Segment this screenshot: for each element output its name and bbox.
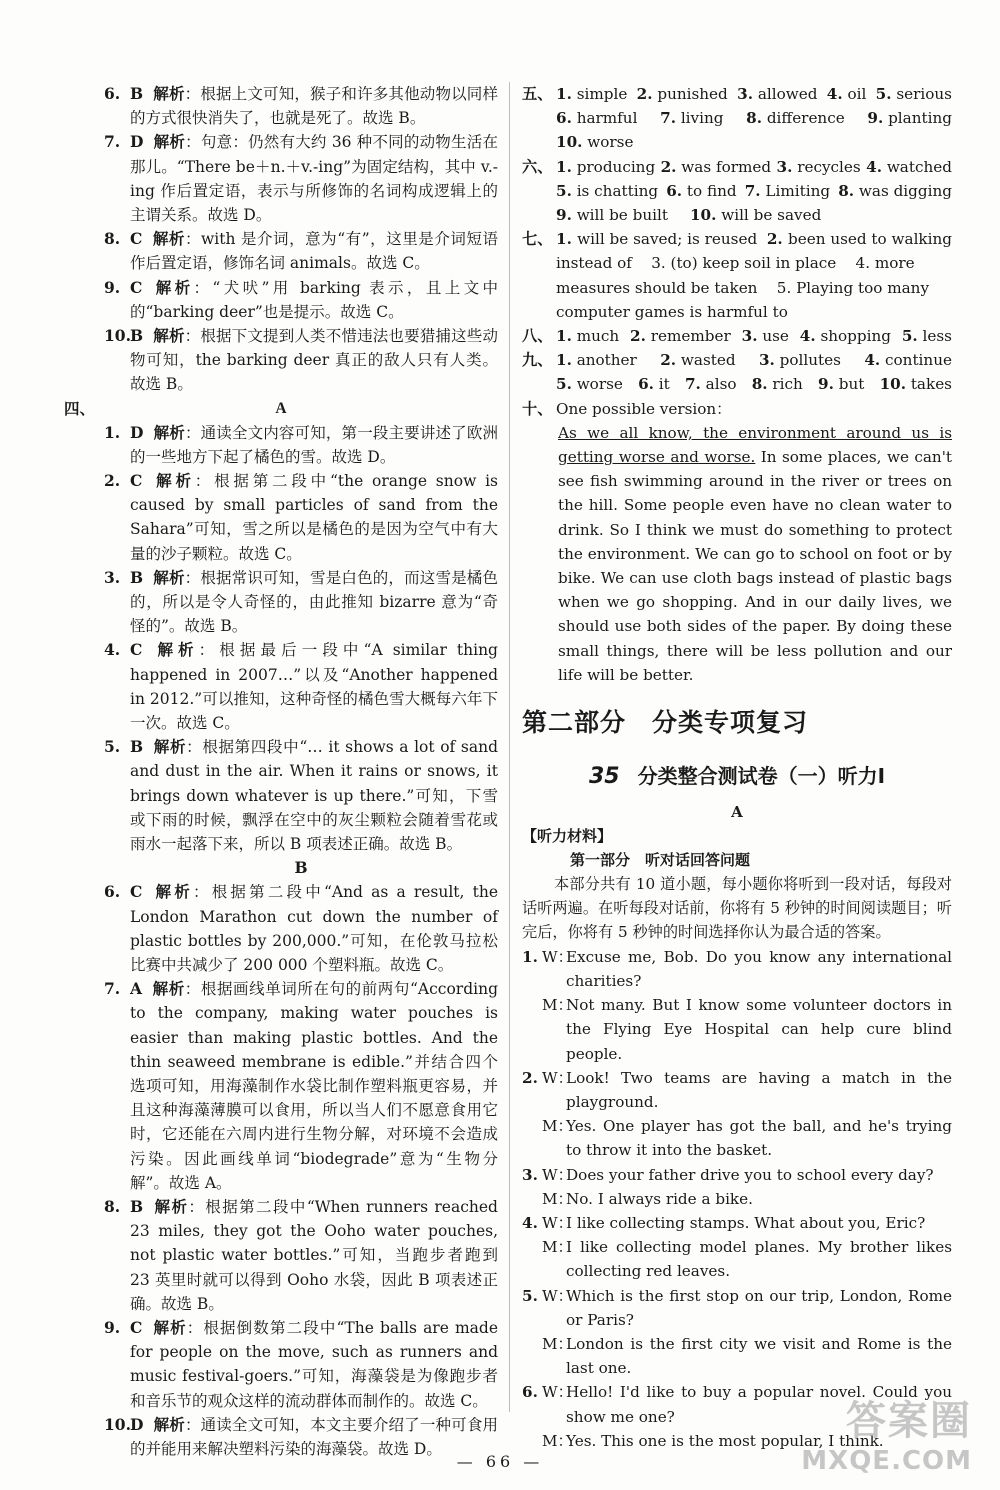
watermark-url: MXQE.COM [801, 1446, 972, 1476]
explanation-label: 解析 [152, 979, 185, 999]
s7-continued [556, 251, 952, 324]
answer-word: also [705, 375, 737, 394]
answer-cell [556, 82, 627, 106]
speaker: M： [542, 1238, 573, 1257]
answer-number: 5. [901, 327, 918, 346]
speaker: W： [542, 1068, 573, 1087]
answer-number: 8. [751, 375, 768, 394]
explanation-label: 解析 [152, 277, 194, 297]
answer-number: 7. [684, 375, 701, 394]
s7-answer-2: been used to walking [788, 230, 952, 249]
answer-item [64, 977, 498, 1195]
answer-item [64, 566, 498, 639]
s9-label: 九、 [522, 351, 553, 370]
section-5 [522, 82, 952, 155]
answer-row [556, 179, 952, 203]
answer-word: rich [772, 375, 803, 394]
item-number: 3. [104, 567, 121, 587]
column-divider [509, 82, 510, 1412]
dialog-line [522, 993, 952, 1066]
answer-cell [556, 179, 658, 203]
answer-number: 10. [879, 375, 906, 394]
essay-lead-sentence: As we all know, the environment around us is getting worse and worse. [558, 423, 952, 467]
explanation-label: 解析 [153, 1414, 185, 1434]
answer-word: recycles [797, 157, 861, 176]
answer-number: 10. [556, 133, 583, 152]
explanation-text: ：通读全文可知，本文主要介绍了一种可食用的并能用来解决塑料污染的海藻袋。故选 D。 [130, 1415, 498, 1458]
answer-number: 10. [689, 206, 717, 225]
dialog-line [522, 1066, 952, 1114]
answer-word: allowed [757, 85, 818, 103]
answer-item [64, 1316, 498, 1413]
speaker: M： [542, 1431, 573, 1450]
item-answer: B [130, 84, 144, 103]
dialog-number: 5. [522, 1286, 538, 1305]
explanation-label: 解析 [153, 1196, 189, 1216]
item-number: 6. [104, 84, 121, 103]
explanation-label: 解析 [152, 229, 185, 249]
item-number: 8. [104, 229, 121, 249]
answer-word: harmful [576, 109, 638, 128]
explanation-text: ：with 是介词，意为“有”，这里是介词短语作后置定语，修饰名词 animals。故选 C。 [130, 230, 498, 273]
explanation-label: 解析 [153, 84, 185, 103]
answer-cell [630, 324, 731, 348]
explanation-label: 解析 [152, 882, 193, 902]
s7-line: measures should be taken 5. Playing too many [556, 278, 930, 297]
dialog-line [522, 1284, 952, 1332]
s7-line: computer games is harmful to [556, 302, 788, 321]
answer-word: producing [576, 157, 656, 176]
answer-cell [876, 82, 952, 106]
answer-word: pollutes [779, 351, 841, 370]
passage-a-label: A [275, 399, 287, 417]
answer-cell [838, 179, 952, 203]
dialog-number: 6. [522, 1383, 538, 1402]
dialog-list [522, 945, 952, 1453]
utterance: Not many. But I know some volunteer doctors in the Flying Eye Hospital can help cure blind people. [566, 996, 952, 1063]
answer-item [64, 227, 498, 275]
section-7-label: 七、 [522, 230, 553, 249]
part-title: 第二部分 分类专项复习 [522, 708, 809, 738]
item-number: 7. [104, 979, 121, 999]
watermark [801, 1389, 972, 1476]
item-answer: C [130, 229, 143, 249]
answer-item [64, 880, 498, 977]
answer-word: Limiting [765, 181, 831, 200]
answer-word: worse [576, 375, 623, 394]
item-number: 1. [104, 422, 121, 442]
dialog-line [522, 1187, 952, 1211]
answer-word: planting [888, 109, 952, 128]
explanation-label: 解析 [153, 737, 187, 757]
item-answer: D [130, 132, 144, 152]
explanation-label: 解析 [152, 640, 199, 660]
answer-word: it [658, 375, 670, 394]
answer-number: 1. [556, 157, 572, 176]
answer-cell [777, 155, 861, 179]
answer-item [64, 276, 498, 324]
answer-cell [880, 372, 952, 396]
answer-cell [556, 155, 655, 179]
answer-number: 2. [660, 157, 677, 176]
s8-block [522, 324, 952, 348]
answer-cell [556, 130, 633, 154]
answer-number: 3. [741, 327, 758, 346]
utterance: Yes. This one is the most popular, I think. [566, 1431, 884, 1450]
answer-row [556, 324, 952, 348]
explanation-text: ：根据常识可知，雪是白色的，而这雪是橘色的，所以是令人奇怪的，由此推知 bizarre 意为“奇怪的”。故选 B。 [130, 568, 498, 636]
answer-number: 1. [556, 327, 572, 346]
page-number: — 66 — [456, 1452, 544, 1471]
explanation-text: ：根据倒数第二段中“The balls are made for people on the move, such as runners and music festival-goers.”可知，海藻袋是为像跑步者和音乐节的观众这样的流动群体而制作的。故选 C。 [130, 1318, 498, 1410]
answer-item [64, 421, 498, 469]
answer-word: much [576, 327, 620, 346]
answer-number: 8. [746, 109, 762, 128]
item-answer: B [130, 326, 144, 346]
passage-a-answers [64, 421, 498, 857]
answer-word: serious [896, 85, 952, 103]
answer-row [556, 203, 952, 227]
answer-number: 9. [556, 206, 572, 225]
answer-word: oil [847, 85, 867, 103]
s7-answer-1: will be saved; is reused [577, 230, 758, 249]
test-number-badge: 35 [588, 764, 620, 790]
answer-number: 2. [636, 85, 653, 103]
item-answer: A [130, 979, 143, 999]
explanation-label: 解析 [153, 132, 186, 152]
answer-number: 8. [838, 181, 855, 200]
answer-number: 5. [875, 85, 892, 103]
s7-line: instead of 3. (to) keep soil in place 4. more [556, 254, 915, 273]
answer-row [556, 348, 952, 372]
speaker: W： [542, 1286, 573, 1305]
answer-number: 7. [660, 109, 676, 128]
item-number: 4. [104, 640, 121, 660]
explanation-text: ：“犬吠”用 barking 表示，且上文中的“barking deer”也是提示。故选 C。 [130, 278, 498, 321]
utterance: Hello! I'd like to buy a popular novel. Could you show me one? [566, 1383, 952, 1426]
listening-material-tag: 【听力材料】 [522, 827, 613, 846]
answer-item [64, 130, 498, 227]
answer-word: simple [576, 85, 628, 103]
item-answer: D [130, 1414, 144, 1434]
explanation-text: ：通读全文内容可知，第一段主要讲述了欧洲的一些地方下起了橘色的雪。故选 D。 [130, 423, 498, 466]
utterance: No. I always ride a bike. [566, 1189, 753, 1208]
answer-word: was digging [858, 181, 952, 200]
section-4-label: 四、 [64, 398, 96, 418]
answer-cell [742, 324, 789, 348]
answer-number: 5. [556, 181, 572, 200]
item-number: 7. [104, 132, 121, 152]
explanation-text: ：根据最后一段中“A similar thing happened in 2007…”以及“Another happened in 2012.”可以推知，这种奇怪的橘色雪大概每六年下一次。故选 C。 [130, 641, 498, 733]
answer-cell [746, 106, 845, 130]
answer-word: but [838, 375, 865, 394]
item-answer: C [130, 277, 143, 297]
answer-cell [827, 82, 867, 106]
test-title-text: 分类整合测试卷（一）听力Ⅰ [637, 764, 886, 789]
speaker: M： [542, 1189, 573, 1208]
explanation-text: ：根据画线单词所在句的前两句“According to the company, making water pouches is easier than making plastic bottles. And the thin seaweed membrane is edible.”并结合四个选项可知，用海藻制作水袋比制作塑料瓶更容易，并且这种海藻薄膜可以食用，所以当人们不愿意食用它时，它还能在六周内进行生物分解，对环境不会造成污染。因此画线单词“biodegrade”意为“生物分解”。故选 A。 [130, 980, 498, 1192]
answer-word: will be saved [721, 206, 822, 225]
answer-word: worse [587, 133, 634, 152]
answer-word: wasted [680, 351, 736, 370]
section-10-label: 十、 [522, 399, 553, 418]
utterance: I like collecting model planes. My brother likes collecting red leaves. [566, 1238, 952, 1281]
s6-label: 六、 [522, 157, 553, 176]
watermark-logo-text: 答案圈 [846, 1398, 972, 1444]
item-answer: B [130, 737, 144, 757]
answer-item [64, 324, 498, 397]
answer-cell [661, 155, 772, 179]
utterance: Excuse me, Bob. Do you know any international charities? [566, 947, 952, 990]
answer-cell [759, 348, 841, 372]
dialog-line [522, 1114, 952, 1162]
answer-word: takes [910, 375, 952, 394]
s9-block [522, 348, 952, 396]
answer-cell [556, 348, 637, 372]
answer-number: 4. [826, 85, 843, 103]
answer-row [556, 82, 952, 106]
item-number: 10. [104, 1414, 131, 1434]
item-answer: B [130, 1196, 144, 1216]
answer-row [556, 372, 952, 396]
answer-cell [866, 155, 952, 179]
dialog-line [522, 1163, 952, 1187]
right-column [522, 82, 952, 1453]
answer-number: 5. [556, 375, 572, 394]
dialog-number: 1. [522, 947, 538, 966]
part-one-heading: 第一部分 听对话回答问题 [570, 851, 751, 870]
item-answer: C [130, 640, 143, 660]
utterance: Does your father drive you to school every day? [566, 1165, 934, 1184]
answer-word: shopping [820, 327, 891, 346]
answer-cell [745, 179, 830, 203]
explanation-text: ：根据上文可知，猴子和许多其他动物以同样的方式很快消失了，也就是死了。故选 B。 [130, 85, 498, 128]
speaker: M： [542, 996, 573, 1015]
answer-number: 6. [666, 181, 683, 200]
explanation-text: ：句意：仍然有大约 36 种不同的动物生活在那儿。“There be＋n.＋v.-ing”为固定结构，其中 v.-ing 作后置定语，表示与所修饰的名词构成逻辑上的主谓关系。故选 D。 [130, 133, 498, 225]
section-7: 七、 1. will be saved; is reused 2. been used to walking instead of 3. (to) keep soil in place 4. more measures should be taken 5. Playing too many computer games is harmful to [522, 227, 952, 324]
utterance: Which is the first stop on our trip, London, Rome or Paris? [566, 1286, 952, 1329]
dialog-number: 2. [522, 1068, 538, 1087]
s5-label: 五、 [522, 85, 553, 103]
speaker: M： [542, 1117, 573, 1136]
answer-row [556, 155, 952, 179]
item-number: 9. [104, 1317, 121, 1337]
answer-item [64, 469, 498, 566]
answer-item [64, 638, 498, 735]
answer-item [64, 82, 498, 130]
utterance: I like collecting stamps. What about you, Eric? [566, 1213, 926, 1232]
dialog-line [522, 1211, 952, 1235]
section-9 [522, 348, 952, 396]
answer-cell [666, 179, 736, 203]
answer-word: living [680, 109, 724, 128]
speaker: W： [542, 1165, 573, 1184]
answer-word: remember [650, 327, 731, 346]
answer-number: 6. [556, 109, 572, 128]
s6-block [522, 155, 952, 228]
answer-cell [800, 324, 891, 348]
item-number: 8. [104, 1196, 121, 1216]
sample-essay [522, 421, 952, 687]
answer-number: 9. [867, 109, 884, 128]
dialog-number: 3. [522, 1165, 538, 1184]
answer-number: 9. [818, 375, 834, 394]
dialog-line [522, 1235, 952, 1283]
answer-word: less [922, 327, 952, 346]
answer-number: 3. [758, 351, 775, 370]
answer-cell [556, 324, 619, 348]
answer-number: 4. [799, 327, 816, 346]
dialog-line [522, 1332, 952, 1380]
item-answer: D [130, 422, 144, 442]
item-number: 2. [104, 471, 121, 491]
answer-row [556, 106, 952, 130]
passage-b-answers [64, 880, 498, 1461]
item-number: 5. [104, 737, 121, 757]
answer-cell [637, 82, 728, 106]
section-10 [522, 397, 952, 421]
answer-cell [660, 106, 723, 130]
item-answer: C [130, 1317, 143, 1337]
item-number: 9. [104, 277, 121, 297]
section-a-label: A [731, 803, 743, 822]
answer-row [556, 130, 952, 154]
item-answer: C [130, 882, 143, 902]
answer-number: 3. [776, 157, 793, 176]
item-answer: C [130, 471, 143, 491]
explanation-label: 解析 [153, 326, 185, 346]
answer-cell [556, 203, 668, 227]
answer-word: punished [657, 85, 728, 103]
section-6 [522, 155, 952, 228]
answer-word: difference [766, 109, 845, 128]
answer-number: 2. [630, 327, 646, 346]
item-answer: B [130, 567, 144, 587]
answer-cell [690, 203, 821, 227]
answer-cell [867, 106, 952, 130]
s5-block [522, 82, 952, 155]
instructions: 本部分共有 10 道小题，每小题你将听到一段对话，每段对话听两遍。在听每段对话前，你将有 5 秒钟的时间阅读题目；听完后，你将有 5 秒钟的时间选择你认为最合适的答案。 [522, 875, 952, 942]
answer-number: 2. [660, 351, 677, 370]
explanation-text: ：根据下文提到人类不惜违法也要猎捕这些动物可知，the barking deer 真正的敌人只有人类。故选 B。 [130, 327, 498, 394]
answer-cell [556, 372, 623, 396]
answer-cell [752, 372, 803, 396]
answer-cell [864, 348, 952, 372]
answer-item [64, 735, 498, 856]
explanation-text: ：根据第二段中“When runners reached 23 miles, they got the Ooho water pouches, not plastic water bottles.”可知，当跑步者跑到 23 英里时就可以得到 Ooho 水袋，因此 B 项表述正确。故选 B。 [130, 1197, 498, 1313]
section-4-header [64, 397, 498, 421]
answer-number: 3. [737, 85, 753, 103]
answer-number: 4. [864, 351, 881, 370]
answer-cell [902, 324, 952, 348]
speaker: W： [542, 1383, 573, 1402]
section-8 [522, 324, 952, 348]
item-number: 10. [104, 326, 131, 346]
answer-number: 4. [866, 157, 882, 176]
explanation-label: 解析 [152, 1317, 187, 1337]
passage-b-label: B [294, 858, 308, 878]
answer-word: was formed [681, 157, 772, 176]
answer-word: continue [885, 351, 952, 370]
utterance: Yes. One player has got the ball, and he's trying to throw it into the basket. [566, 1117, 952, 1160]
answer-cell [638, 372, 670, 396]
explanation-label: 解析 [153, 422, 185, 442]
answer-number: 1. [556, 351, 572, 370]
s8-label: 八、 [522, 327, 553, 346]
explanation-text: ：根据第二段中“And as a result, the London Marathon cut down the number of plastic bottles by 200,000.”可知，在伦敦马拉松比赛中共减少了 200 000 个塑料瓶。故选 C。 [130, 883, 498, 974]
utterance: London is the first city we visit and Rome is the last one. [566, 1334, 952, 1378]
dialog-number: 4. [522, 1213, 538, 1232]
essay-title: One possible version： [556, 399, 732, 418]
dialog-line [522, 945, 952, 993]
answer-item [64, 1195, 498, 1316]
answer-cell [660, 348, 735, 372]
answer-cell [818, 372, 864, 396]
answer-number: 1. [556, 85, 572, 103]
explanation-text: ：根据第四段中“… it shows a lot of sand and dust in the air. When it rains or snows, it brings down whatever is up there.”可知，下雪或下雨的时候，飘浮在空中的灰尘颗粒会随着雪花或雨水一起落下来，所以 B 项表述正确。故选 B。 [130, 738, 498, 854]
utterance: Look! Two teams are having a match in the playground. [566, 1068, 952, 1111]
test-title [522, 759, 952, 794]
answer-group-1 [64, 82, 498, 397]
answer-cell [685, 372, 737, 396]
answer-word: is chatting [576, 181, 659, 200]
essay-body: In some places, we can't see fish swimming around in the river or trees on the hill. Some people even have no clean water to drink. So I think we must do something to protect the environment. We can go to school on foot or by bike. We can use cloth bags instead of plastic bags when we go shopping. And in our daily lives, we should use both sides of the paper. By doing these small things, there will be less pollution and our life will be better. [558, 448, 952, 684]
explanation-text: ：根据第二段中“the orange snow is caused by small particles of sand from the Sahara”可知，雪之所以是橘色的是因为空气中有大量的沙子颗粒。故选 C。 [130, 472, 498, 563]
answer-number: 6. [638, 375, 654, 394]
answer-word: use [762, 327, 789, 346]
explanation-label: 解析 [153, 567, 185, 587]
answer-word: another [576, 351, 637, 370]
answer-word: will be built [576, 206, 668, 225]
answer-word: to find [686, 181, 737, 200]
answer-number: 7. [744, 181, 761, 200]
answer-cell [737, 82, 817, 106]
answer-cell [556, 106, 637, 130]
speaker: M： [542, 1334, 573, 1353]
speaker: W： [542, 947, 573, 966]
explanation-label: 解析 [152, 471, 195, 491]
left-column [64, 82, 498, 1461]
answer-word: watched [886, 157, 952, 176]
speaker: W： [542, 1213, 573, 1232]
item-number: 6. [104, 882, 121, 902]
